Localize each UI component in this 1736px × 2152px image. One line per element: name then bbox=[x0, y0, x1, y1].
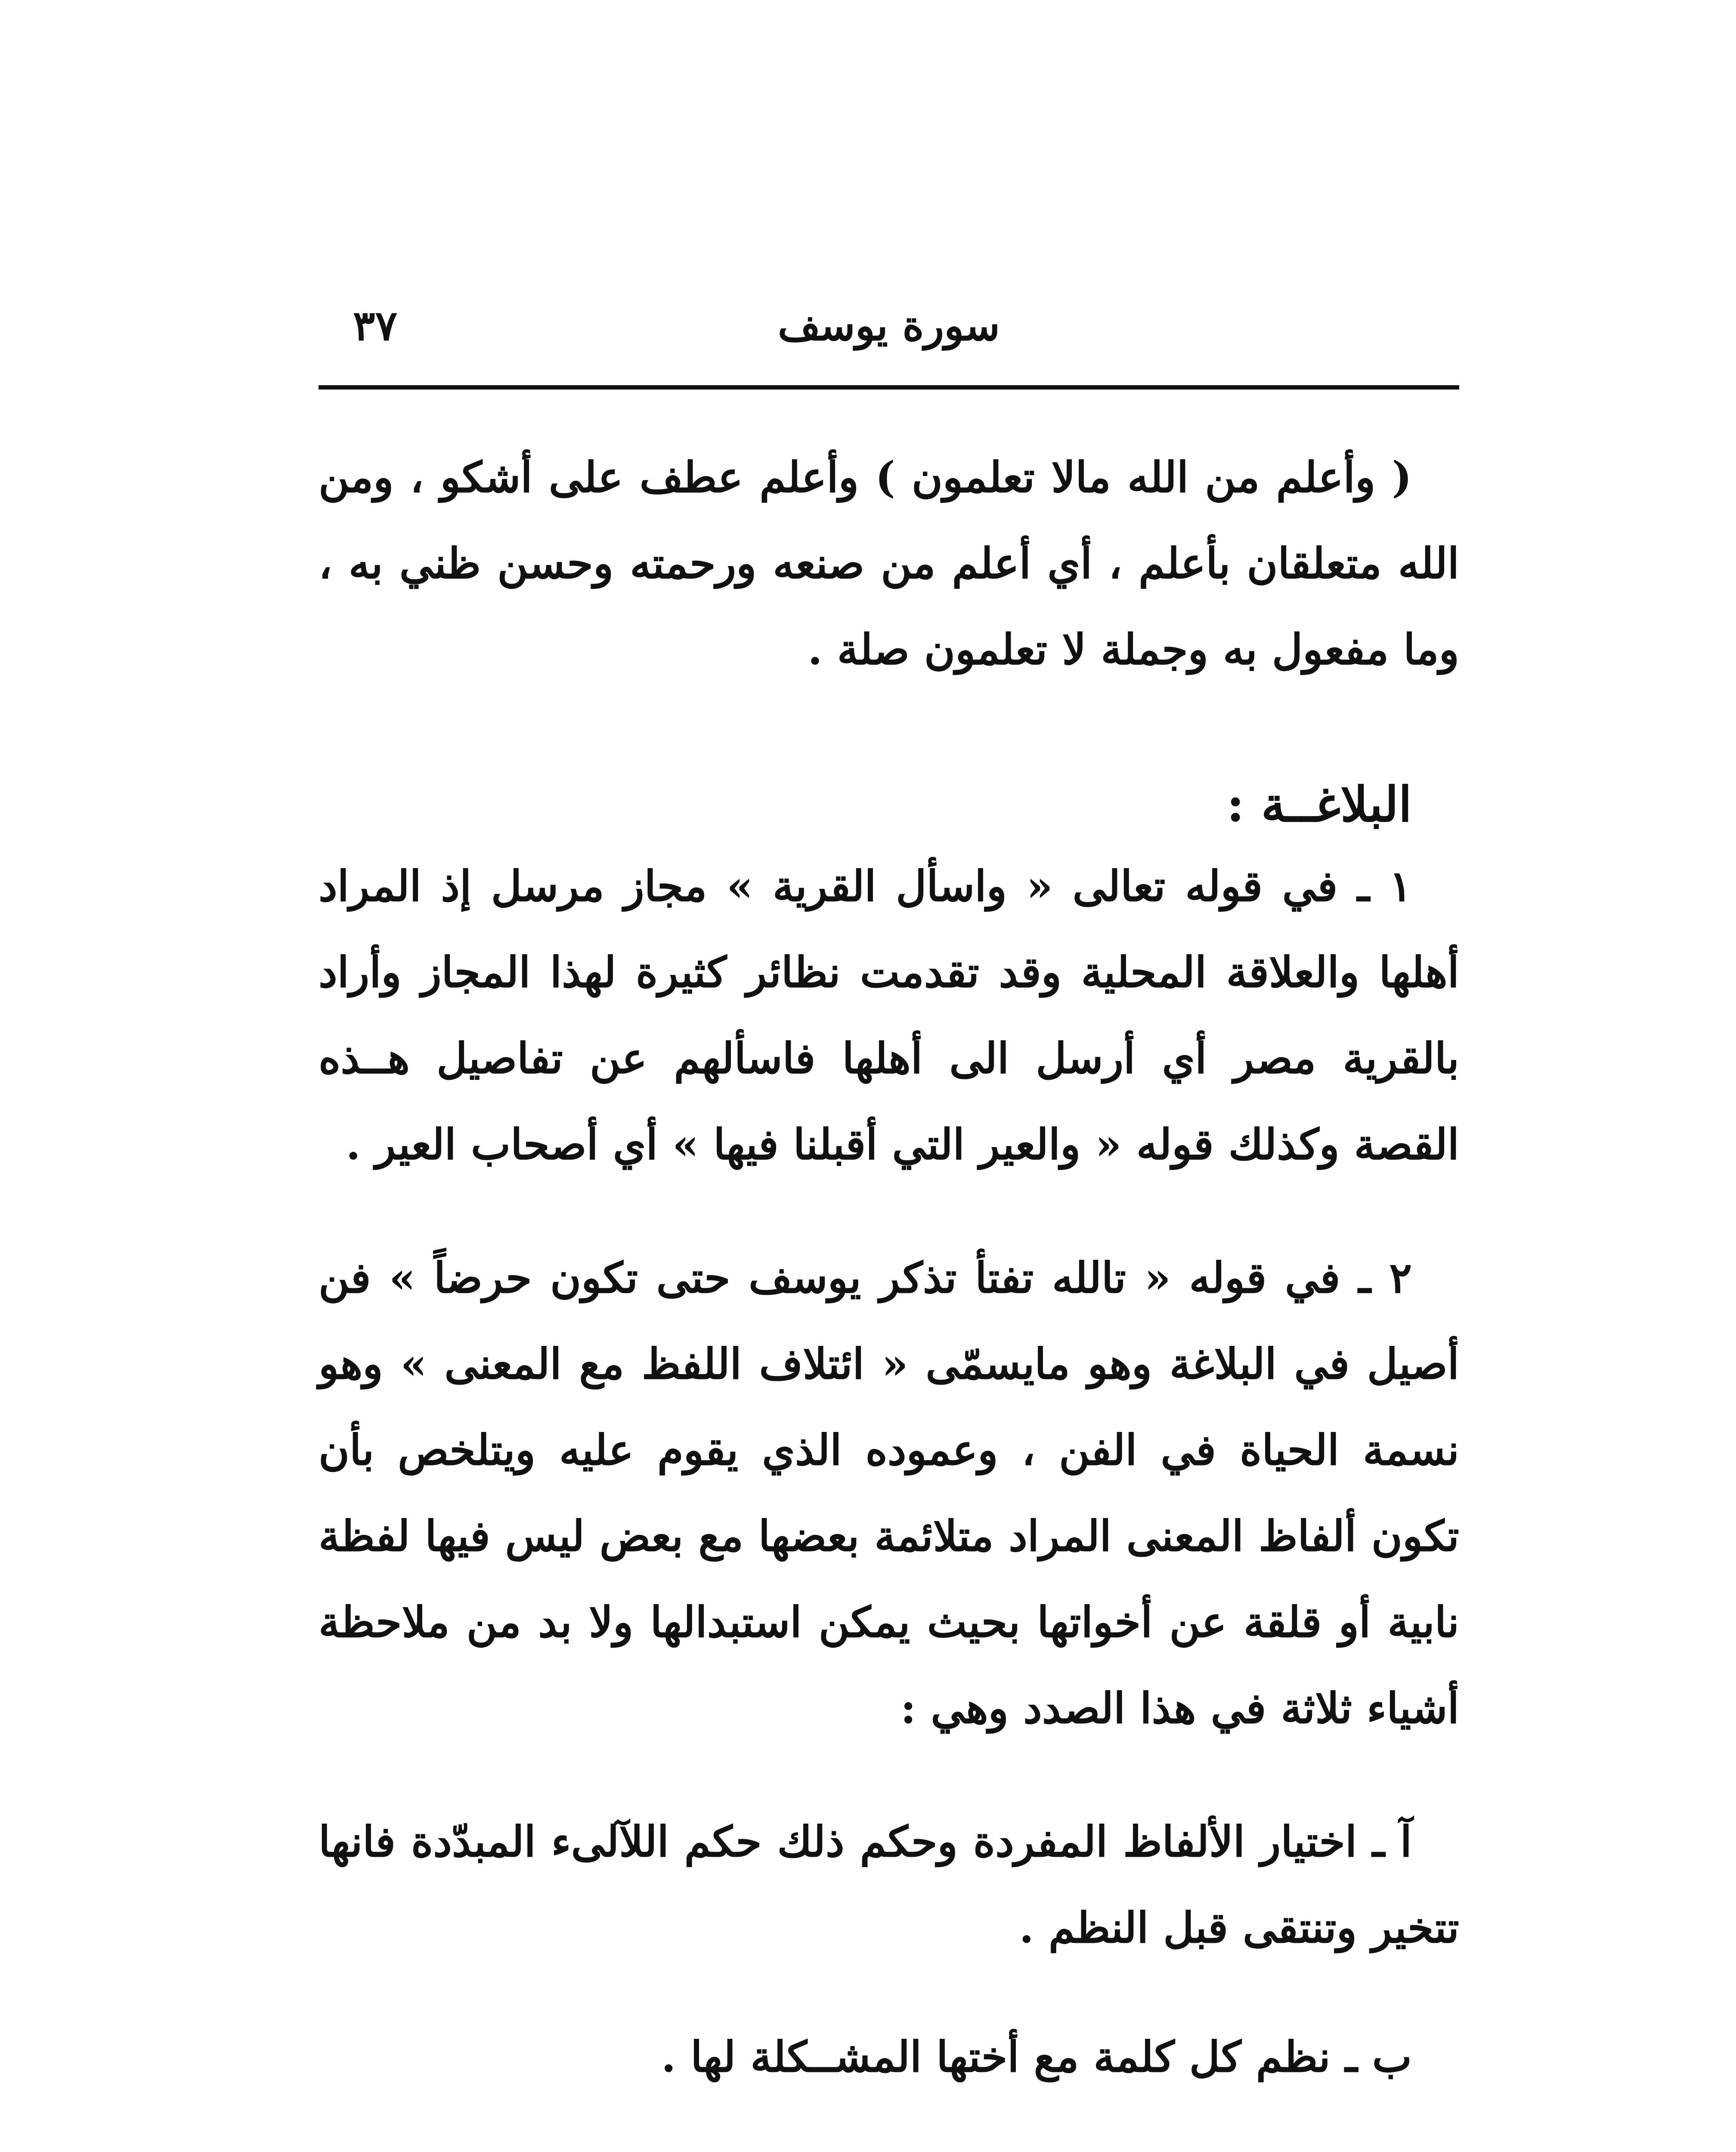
rhetoric-subpoint-c bbox=[319, 2143, 1459, 2152]
page-number: ٣٧ bbox=[353, 301, 398, 350]
rhetoric-subpoint-b: ب ـ نظم كل كلمة مع أختها المشــكلة لها . bbox=[661, 2032, 1412, 2082]
rhetoric-subpoint-a: آ ـ اختيار الألفاظ المفردة وحكم ذلك حكم اللآلىء المبدّدة فانها تتخير وتنتقى قبل النظم . bbox=[319, 1817, 1459, 1953]
running-header bbox=[319, 301, 1459, 357]
header-divider bbox=[319, 385, 1459, 390]
body-text bbox=[319, 435, 1459, 2152]
rhetoric-point-2: ٢ ـ في قوله « تالله تفتأ تذكر يوسف حتى تكون حرضاً » فن أصيل في البلاغة وهو مايسمّى « ائتلاف اللفظ مع المعنى » وهو نسمة الحياة في الفن ، وعموده الذي يقوم عليه ويتلخص بأن تكون ألفاظ المعنى المراد متلائمة بعضها مع بعض ليس فيها لفظة نابية أو قلقة عن أخواتها بحيث يمكن استبدالها ولا بد من ملاحظة أشياء ثلاثة في هذا الصدد وهي : bbox=[319, 1253, 1459, 1733]
section-heading-rhetoric: البلاغــة : bbox=[1226, 776, 1412, 833]
paragraph-grammar-end: ( وأعلم من الله مالا تعلمون ) وأعلم عطف على أشكو ، ومن الله متعلقان بأعلم ، أي أعلم من صنعه ورحمته وحسن ظني به ، وما مفعول به وجملة لا تعلمون صلة . bbox=[319, 453, 1459, 674]
chapter-title: سورة يوسف bbox=[777, 301, 1000, 350]
rhetoric-point-1: ١ ـ في قوله تعالى « واسأل القرية » مجاز مرسل إذ المراد أهلها والعلاقة المحلية وقد تقدمت نظائر كثيرة لهذا المجاز وأراد بالقرية مصر أي أرسل الى أهلها فاسألهم عن تفاصيل هــذه القصة وكذلك قوله « والعير التي أقبلنا فيها » أي أصحاب العير . bbox=[319, 862, 1459, 1169]
